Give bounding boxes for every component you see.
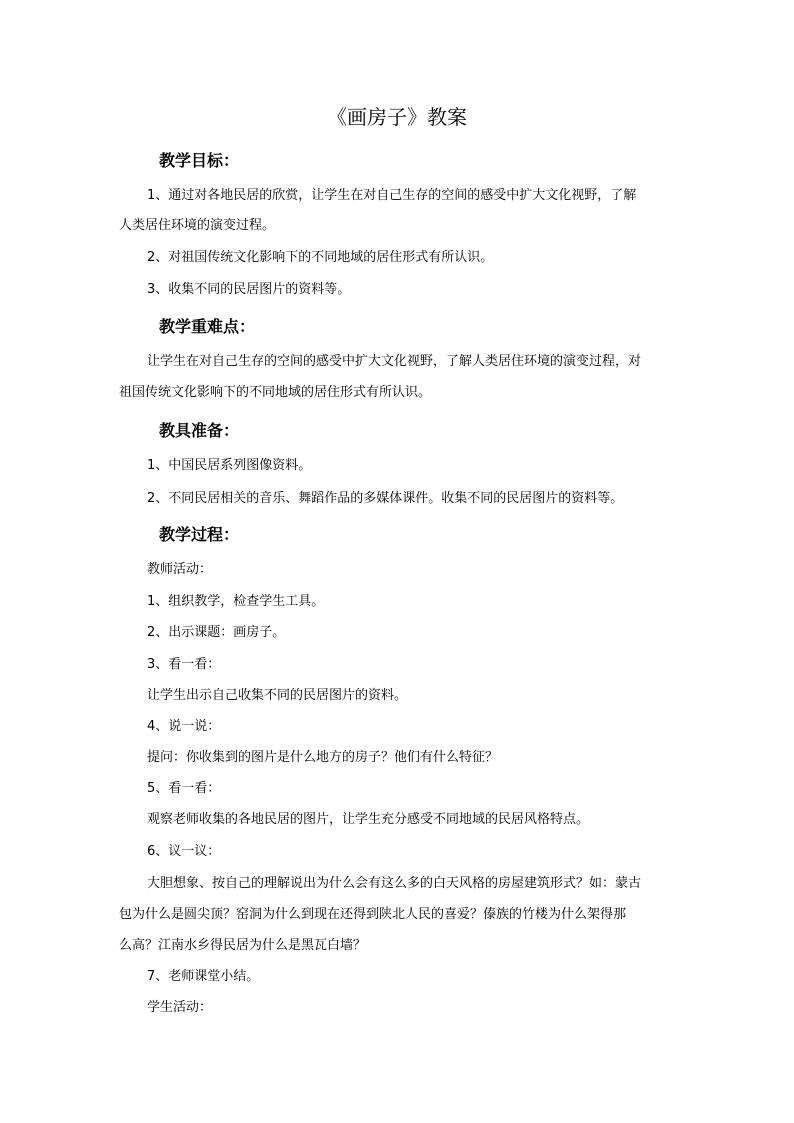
document-title: 《画房子》教案 — [327, 105, 467, 129]
process-step-3: 3、看一看： — [147, 657, 221, 672]
process-step-1: 1、组织教学，检查学生工具。 — [147, 594, 325, 609]
objective-item-2: 2、对祖国传统文化影响下的不同地域的居住形式有所认识。 — [147, 250, 494, 265]
process-step-4: 4、说一说： — [147, 719, 221, 734]
process-step-5: 5、看一看： — [147, 781, 221, 796]
objective-item-1-line-1: 1、通过对各地民居的欣赏，让学生在对自己生存的空间的感受中扩大文化视野，了解 — [147, 188, 637, 203]
objective-item-3: 3、收集不同的民居图片的资料等。 — [147, 282, 351, 297]
process-step-2: 2、出示课题：画房子。 — [147, 625, 286, 640]
materials-item-1: 1、中国民居系列图像资料。 — [147, 458, 312, 473]
process-step-7: 7、老师课堂小结。 — [147, 969, 260, 984]
student-activity-label: 学生活动： — [147, 1000, 213, 1015]
objective-item-1-line-2: 人类居住环境的演变过程。 — [119, 218, 276, 233]
key-points-line-2: 祖国传统文化影响下的不同地域的居住形式有所认识。 — [119, 385, 432, 400]
process-step-6-line-2: 包为什么是圆尖顶？窑洞为什么到现在还得到陕北人民的喜爱？傣族的竹楼为什么架得那 — [119, 907, 627, 922]
heading-materials: 教具准备： — [159, 421, 240, 440]
heading-process: 教学过程： — [159, 525, 240, 544]
teacher-activity-label: 教师活动： — [147, 562, 213, 577]
heading-objectives: 教学目标： — [159, 151, 240, 170]
process-step-4-text: 提问：你收集到的图片是什么地方的房子？他们有什么特征？ — [147, 750, 499, 765]
key-points-line-1: 让学生在对自己生存的空间的感受中扩大文化视野，了解人类居住环境的演变过程，对 — [147, 354, 642, 369]
process-step-5-text: 观察老师收集的各地民居的图片，让学生充分感受不同地域的民居风格特点。 — [147, 812, 590, 827]
process-step-6-line-3: 么高？江南水乡得民居为什么是黑瓦白墙？ — [119, 938, 367, 953]
process-step-6-line-1: 大胆想象、按自己的理解说出为什么会有这么多的白天风格的房屋建筑形式？如：蒙古 — [147, 876, 642, 891]
heading-key-points: 教学重难点： — [159, 317, 256, 336]
materials-item-2: 2、不同民居相关的音乐、舞蹈作品的多媒体课件。收集不同的民居图片的资料等。 — [147, 491, 624, 506]
process-step-3-text: 让学生出示自己收集不同的民居图片的资料。 — [147, 688, 408, 703]
process-step-6: 6、议一议： — [147, 844, 221, 859]
